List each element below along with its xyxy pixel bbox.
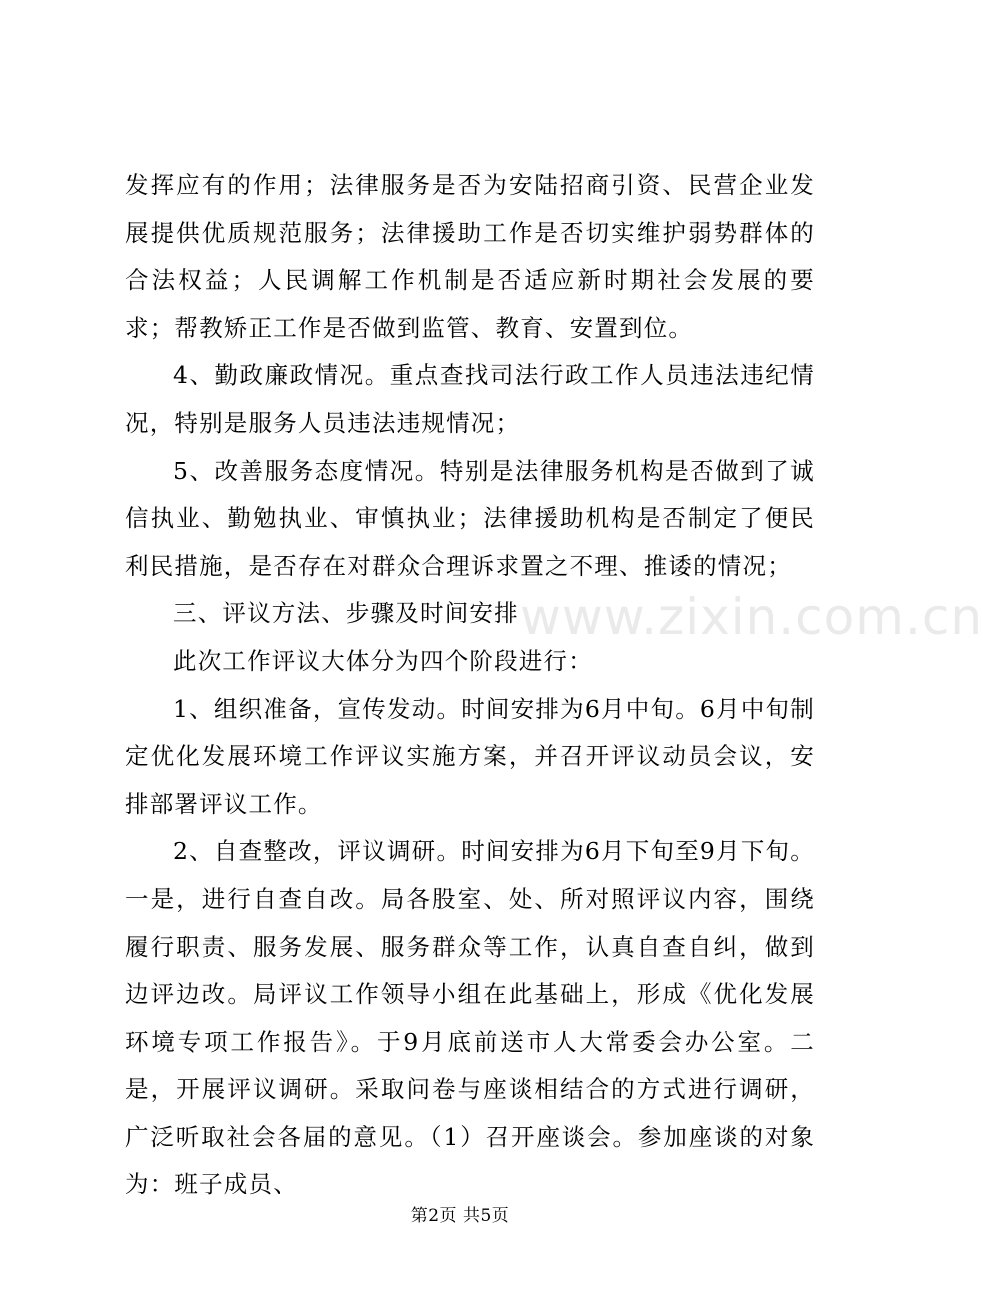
document-body <box>125 162 815 1209</box>
paragraph-6: 1、组织准备，宣传发动。时间安排为6月中旬。6月中旬制定优化发展环境工作评议实施方案，并召开评议动员会议，安排部署评议工作。 <box>125 694 815 818</box>
page-footer: 第2页 共5页 <box>410 1206 510 1226</box>
paragraph-2: 4、勤政廉政情况。重点查找司法行政工作人员违法违纪情况，特别是服务人员违法违规情况； <box>125 361 815 437</box>
paragraph-7: 2、自查整改，评议调研。时间安排为6月下旬至9月下旬。一是，进行自查自改。局各股室、处、所对照评议内容，围绕履行职责、服务发展、服务群众等工作，认真自查自纠，做到边评边改。局评议工作领导小组在此基础上，形成《优化发展环境专项工作报告》。于9月底前送市人大常委会办公室。二是，开展评议调研。采取问卷与座谈相结合的方式进行调研，广泛听取社会各届的意见。（1）召开座谈会。参加座谈的对象为：班子成员、 <box>125 837 815 1199</box>
paragraph-3: 5、改善服务态度情况。特别是法律服务机构是否做到了诚信执业、勤勉执业、审慎执业；法律援助机构是否制定了便民利民措施，是否存在对群众合理诉求置之不理、推诿的情况； <box>125 456 815 580</box>
paragraph-1: 发挥应有的作用；法律服务是否为安陆招商引资、民营企业发展提供优质规范服务；法律援助工作是否切实维护弱势群体的合法权益；人民调解工作机制是否适应新时期社会发展的要求；帮教矫正工作是否做到监管、教育、安置到位。 <box>125 171 815 342</box>
paragraph-5: 此次工作评议大体分为四个阶段进行： <box>173 646 593 675</box>
section-heading: 三、评议方法、步骤及时间安排 <box>173 599 519 628</box>
watermark: www.zixin.com.cn <box>520 588 983 646</box>
